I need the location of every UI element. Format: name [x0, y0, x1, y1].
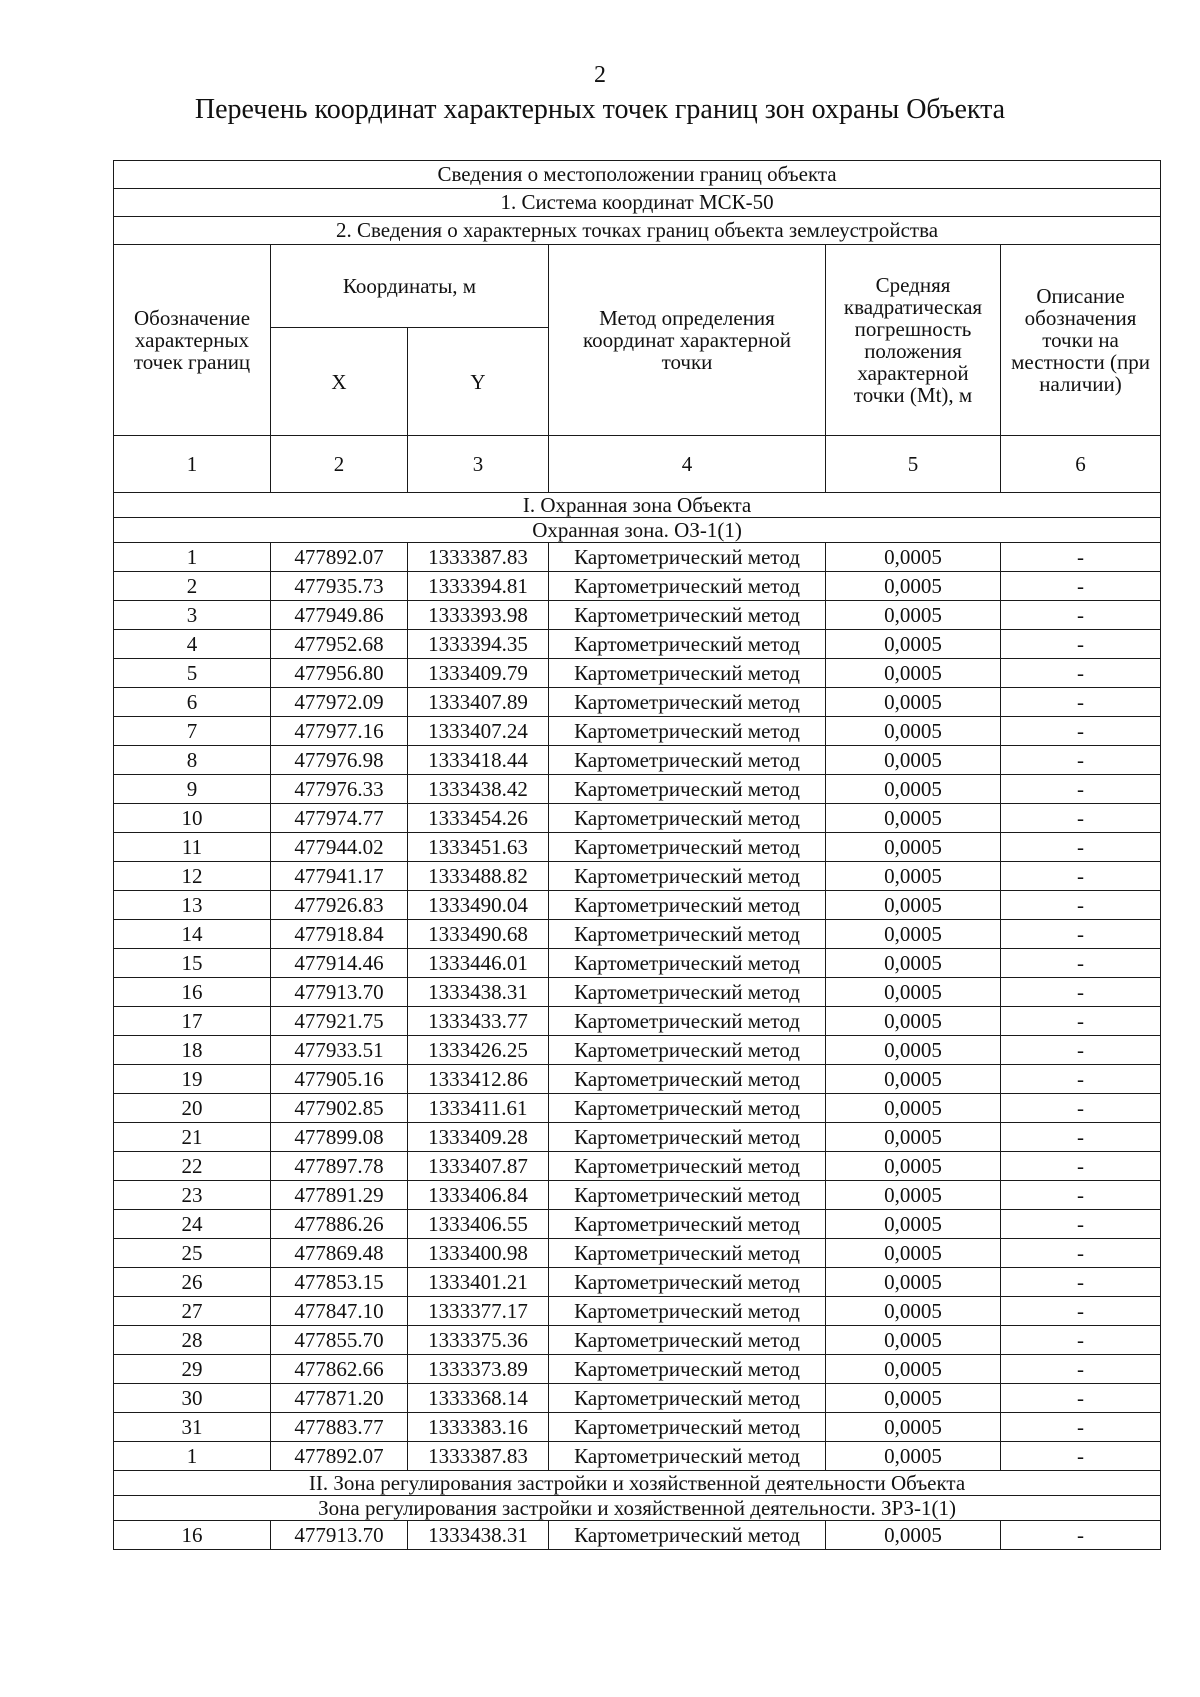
x-coordinate-cell: 477926.83 — [271, 891, 408, 920]
x-coordinate-cell: 477905.16 — [271, 1065, 408, 1094]
zone-section-heading: I. Охранная зона Объекта — [114, 493, 1161, 518]
x-coordinate-cell: 477913.70 — [271, 978, 408, 1007]
point-id-cell: 21 — [114, 1123, 271, 1152]
point-id-cell: 13 — [114, 891, 271, 920]
table-row — [114, 1239, 1161, 1268]
description-cell: - — [1001, 804, 1161, 833]
x-coordinate-cell: 477891.29 — [271, 1181, 408, 1210]
y-coordinate-cell: 1333383.16 — [408, 1413, 549, 1442]
description-cell: - — [1001, 775, 1161, 804]
table-row — [114, 1123, 1161, 1152]
point-id-cell: 16 — [114, 1521, 271, 1550]
table-row — [114, 978, 1161, 1007]
point-id-cell: 14 — [114, 920, 271, 949]
point-id-cell: 28 — [114, 1326, 271, 1355]
point-id-cell: 23 — [114, 1181, 271, 1210]
method-cell: Картометрический метод — [549, 601, 826, 630]
method-cell: Картометрический метод — [549, 949, 826, 978]
description-cell: - — [1001, 572, 1161, 601]
x-coordinate-cell: 477956.80 — [271, 659, 408, 688]
mean-error-cell: 0,0005 — [826, 1123, 1001, 1152]
table-row — [114, 572, 1161, 601]
point-id-cell: 9 — [114, 775, 271, 804]
y-coordinate-cell: 1333418.44 — [408, 746, 549, 775]
y-coordinate-cell: 1333488.82 — [408, 862, 549, 891]
header-method: Метод определения координат характерной точки — [549, 245, 826, 436]
mean-error-cell: 0,0005 — [826, 775, 1001, 804]
table-row — [114, 1326, 1161, 1355]
method-cell: Картометрический метод — [549, 659, 826, 688]
mean-error-cell: 0,0005 — [826, 804, 1001, 833]
point-id-cell: 15 — [114, 949, 271, 978]
mean-error-cell: 0,0005 — [826, 572, 1001, 601]
x-coordinate-cell: 477913.70 — [271, 1521, 408, 1550]
method-cell: Картометрический метод — [549, 1065, 826, 1094]
table-row — [114, 1210, 1161, 1239]
table-row — [114, 804, 1161, 833]
description-cell: - — [1001, 1326, 1161, 1355]
description-cell: - — [1001, 1521, 1161, 1550]
point-id-cell: 2 — [114, 572, 271, 601]
method-cell: Картометрический метод — [549, 1152, 826, 1181]
x-coordinate-cell: 477853.15 — [271, 1268, 408, 1297]
point-id-cell: 18 — [114, 1036, 271, 1065]
point-id-cell: 1 — [114, 1442, 271, 1471]
x-coordinate-cell: 477972.09 — [271, 688, 408, 717]
y-coordinate-cell: 1333490.04 — [408, 891, 549, 920]
table-band-coordinate-system: 1. Система координат МСК-50 — [114, 189, 1161, 217]
description-cell: - — [1001, 717, 1161, 746]
description-cell: - — [1001, 978, 1161, 1007]
mean-error-cell: 0,0005 — [826, 1355, 1001, 1384]
method-cell: Картометрический метод — [549, 1384, 826, 1413]
method-cell: Картометрический метод — [549, 978, 826, 1007]
point-id-cell: 8 — [114, 746, 271, 775]
mean-error-cell: 0,0005 — [826, 688, 1001, 717]
table-row — [114, 949, 1161, 978]
x-coordinate-cell: 477977.16 — [271, 717, 408, 746]
mean-error-cell: 0,0005 — [826, 1181, 1001, 1210]
page-title: Перечень координат характерных точек границ зон охраны Объекта — [194, 94, 1006, 125]
y-coordinate-cell: 1333373.89 — [408, 1355, 549, 1384]
y-coordinate-cell: 1333400.98 — [408, 1239, 549, 1268]
y-coordinate-cell: 1333407.24 — [408, 717, 549, 746]
mean-error-cell: 0,0005 — [826, 717, 1001, 746]
description-cell: - — [1001, 1239, 1161, 1268]
table-row — [114, 601, 1161, 630]
table-row — [114, 688, 1161, 717]
y-coordinate-cell: 1333406.84 — [408, 1181, 549, 1210]
y-coordinate-cell: 1333409.28 — [408, 1123, 549, 1152]
table-row — [114, 1355, 1161, 1384]
zone-section-heading: II. Зона регулирования застройки и хозяйственной деятельности Объекта — [114, 1471, 1161, 1496]
description-cell: - — [1001, 1094, 1161, 1123]
y-coordinate-cell: 1333409.79 — [408, 659, 549, 688]
y-coordinate-cell: 1333446.01 — [408, 949, 549, 978]
point-id-cell: 19 — [114, 1065, 271, 1094]
table-row — [114, 630, 1161, 659]
y-coordinate-cell: 1333406.55 — [408, 1210, 549, 1239]
column-number: 6 — [1001, 436, 1161, 493]
method-cell: Картометрический метод — [549, 804, 826, 833]
column-number: 2 — [271, 436, 408, 493]
column-number: 3 — [408, 436, 549, 493]
point-id-cell: 25 — [114, 1239, 271, 1268]
method-cell: Картометрический метод — [549, 833, 826, 862]
description-cell: - — [1001, 1181, 1161, 1210]
description-cell: - — [1001, 1355, 1161, 1384]
y-coordinate-cell: 1333377.17 — [408, 1297, 549, 1326]
point-id-cell: 22 — [114, 1152, 271, 1181]
mean-error-cell: 0,0005 — [826, 978, 1001, 1007]
method-cell: Картометрический метод — [549, 891, 826, 920]
method-cell: Картометрический метод — [549, 543, 826, 572]
table-row — [114, 1521, 1161, 1550]
y-coordinate-cell: 1333438.31 — [408, 1521, 549, 1550]
column-number: 5 — [826, 436, 1001, 493]
method-cell: Картометрический метод — [549, 630, 826, 659]
mean-error-cell: 0,0005 — [826, 746, 1001, 775]
mean-error-cell: 0,0005 — [826, 1413, 1001, 1442]
mean-error-cell: 0,0005 — [826, 833, 1001, 862]
description-cell: - — [1001, 891, 1161, 920]
point-id-cell: 7 — [114, 717, 271, 746]
y-coordinate-cell: 1333401.21 — [408, 1268, 549, 1297]
table-row — [114, 1036, 1161, 1065]
header-mean-error: Средняя квадратическая погрешность положения характерной точки (Mt), м — [826, 245, 1001, 436]
description-cell: - — [1001, 659, 1161, 688]
table-row — [114, 1181, 1161, 1210]
coordinates-table — [113, 160, 1161, 1550]
y-coordinate-cell: 1333411.61 — [408, 1094, 549, 1123]
method-cell: Картометрический метод — [549, 1036, 826, 1065]
description-cell: - — [1001, 630, 1161, 659]
method-cell: Картометрический метод — [549, 1355, 826, 1384]
point-id-cell: 11 — [114, 833, 271, 862]
x-coordinate-cell: 477892.07 — [271, 543, 408, 572]
y-coordinate-cell: 1333407.89 — [408, 688, 549, 717]
mean-error-cell: 0,0005 — [826, 1326, 1001, 1355]
point-id-cell: 4 — [114, 630, 271, 659]
mean-error-cell: 0,0005 — [826, 920, 1001, 949]
table-row — [114, 1007, 1161, 1036]
table-row — [114, 833, 1161, 862]
mean-error-cell: 0,0005 — [826, 1094, 1001, 1123]
y-coordinate-cell: 1333490.68 — [408, 920, 549, 949]
y-coordinate-cell: 1333438.31 — [408, 978, 549, 1007]
table-row — [114, 920, 1161, 949]
table-row — [114, 1297, 1161, 1326]
column-number: 4 — [549, 436, 826, 493]
method-cell: Картометрический метод — [549, 1413, 826, 1442]
method-cell: Картометрический метод — [549, 775, 826, 804]
header-y: Y — [408, 328, 549, 436]
mean-error-cell: 0,0005 — [826, 949, 1001, 978]
column-number: 1 — [114, 436, 271, 493]
y-coordinate-cell: 1333433.77 — [408, 1007, 549, 1036]
table-row — [114, 862, 1161, 891]
y-coordinate-cell: 1333387.83 — [408, 1442, 549, 1471]
x-coordinate-cell: 477944.02 — [271, 833, 408, 862]
point-id-cell: 31 — [114, 1413, 271, 1442]
mean-error-cell: 0,0005 — [826, 543, 1001, 572]
point-id-cell: 3 — [114, 601, 271, 630]
mean-error-cell: 0,0005 — [826, 1268, 1001, 1297]
y-coordinate-cell: 1333368.14 — [408, 1384, 549, 1413]
table-row — [114, 1065, 1161, 1094]
description-cell: - — [1001, 1384, 1161, 1413]
mean-error-cell: 0,0005 — [826, 1442, 1001, 1471]
method-cell: Картометрический метод — [549, 572, 826, 601]
point-id-cell: 30 — [114, 1384, 271, 1413]
x-coordinate-cell: 477886.26 — [271, 1210, 408, 1239]
x-coordinate-cell: 477941.17 — [271, 862, 408, 891]
point-id-cell: 24 — [114, 1210, 271, 1239]
table-row — [114, 1152, 1161, 1181]
method-cell: Картометрический метод — [549, 1297, 826, 1326]
header-coordinates: Координаты, м — [271, 245, 549, 328]
y-coordinate-cell: 1333387.83 — [408, 543, 549, 572]
mean-error-cell: 0,0005 — [826, 1036, 1001, 1065]
table-row — [114, 543, 1161, 572]
y-coordinate-cell: 1333451.63 — [408, 833, 549, 862]
description-cell: - — [1001, 1297, 1161, 1326]
method-cell: Картометрический метод — [549, 688, 826, 717]
point-id-cell: 26 — [114, 1268, 271, 1297]
description-cell: - — [1001, 862, 1161, 891]
table-row — [114, 717, 1161, 746]
method-cell: Картометрический метод — [549, 1007, 826, 1036]
description-cell: - — [1001, 949, 1161, 978]
method-cell: Картометрический метод — [549, 1123, 826, 1152]
point-id-cell: 29 — [114, 1355, 271, 1384]
table-band-location: Сведения о местоположении границ объекта — [114, 161, 1161, 189]
description-cell: - — [1001, 543, 1161, 572]
y-coordinate-cell: 1333438.42 — [408, 775, 549, 804]
table-row — [114, 1442, 1161, 1471]
description-cell: - — [1001, 1268, 1161, 1297]
point-id-cell: 20 — [114, 1094, 271, 1123]
method-cell: Картометрический метод — [549, 1442, 826, 1471]
mean-error-cell: 0,0005 — [826, 1384, 1001, 1413]
method-cell: Картометрический метод — [549, 862, 826, 891]
table-row — [114, 1094, 1161, 1123]
mean-error-cell: 0,0005 — [826, 1210, 1001, 1239]
y-coordinate-cell: 1333407.87 — [408, 1152, 549, 1181]
header-point-designation: Обозначение характерных точек границ — [114, 245, 271, 436]
x-coordinate-cell: 477855.70 — [271, 1326, 408, 1355]
description-cell: - — [1001, 1210, 1161, 1239]
method-cell: Картометрический метод — [549, 717, 826, 746]
x-coordinate-cell: 477897.78 — [271, 1152, 408, 1181]
method-cell: Картометрический метод — [549, 1239, 826, 1268]
y-coordinate-cell: 1333454.26 — [408, 804, 549, 833]
x-coordinate-cell: 477918.84 — [271, 920, 408, 949]
description-cell: - — [1001, 688, 1161, 717]
x-coordinate-cell: 477933.51 — [271, 1036, 408, 1065]
description-cell: - — [1001, 920, 1161, 949]
y-coordinate-cell: 1333394.35 — [408, 630, 549, 659]
description-cell: - — [1001, 1442, 1161, 1471]
table-row — [114, 891, 1161, 920]
method-cell: Картометрический метод — [549, 1210, 826, 1239]
method-cell: Картометрический метод — [549, 1094, 826, 1123]
method-cell: Картометрический метод — [549, 1181, 826, 1210]
zone-subsection-heading: Охранная зона. ОЗ-1(1) — [114, 518, 1161, 543]
x-coordinate-cell: 477935.73 — [271, 572, 408, 601]
point-id-cell: 12 — [114, 862, 271, 891]
y-coordinate-cell: 1333426.25 — [408, 1036, 549, 1065]
table-row — [114, 775, 1161, 804]
zone-subsection-heading: Зона регулирования застройки и хозяйственной деятельности. ЗРЗ-1(1) — [114, 1496, 1161, 1521]
mean-error-cell: 0,0005 — [826, 630, 1001, 659]
description-cell: - — [1001, 1065, 1161, 1094]
header-x: X — [271, 328, 408, 436]
header-description: Описание обозначения точки на местности (при наличии) — [1001, 245, 1161, 436]
table-row — [114, 659, 1161, 688]
table-row — [114, 1413, 1161, 1442]
x-coordinate-cell: 477952.68 — [271, 630, 408, 659]
method-cell: Картометрический метод — [549, 920, 826, 949]
method-cell: Картометрический метод — [549, 1521, 826, 1550]
x-coordinate-cell: 477892.07 — [271, 1442, 408, 1471]
y-coordinate-cell: 1333394.81 — [408, 572, 549, 601]
point-id-cell: 5 — [114, 659, 271, 688]
mean-error-cell: 0,0005 — [826, 1065, 1001, 1094]
point-id-cell: 17 — [114, 1007, 271, 1036]
page-number: 2 — [594, 62, 606, 88]
description-cell: - — [1001, 601, 1161, 630]
point-id-cell: 1 — [114, 543, 271, 572]
mean-error-cell: 0,0005 — [826, 1521, 1001, 1550]
mean-error-cell: 0,0005 — [826, 1297, 1001, 1326]
x-coordinate-cell: 477976.98 — [271, 746, 408, 775]
mean-error-cell: 0,0005 — [826, 601, 1001, 630]
x-coordinate-cell: 477869.48 — [271, 1239, 408, 1268]
description-cell: - — [1001, 1036, 1161, 1065]
x-coordinate-cell: 477883.77 — [271, 1413, 408, 1442]
x-coordinate-cell: 477899.08 — [271, 1123, 408, 1152]
x-coordinate-cell: 477847.10 — [271, 1297, 408, 1326]
x-coordinate-cell: 477949.86 — [271, 601, 408, 630]
point-id-cell: 10 — [114, 804, 271, 833]
mean-error-cell: 0,0005 — [826, 862, 1001, 891]
mean-error-cell: 0,0005 — [826, 1239, 1001, 1268]
y-coordinate-cell: 1333393.98 — [408, 601, 549, 630]
method-cell: Картометрический метод — [549, 746, 826, 775]
point-id-cell: 27 — [114, 1297, 271, 1326]
mean-error-cell: 0,0005 — [826, 1007, 1001, 1036]
x-coordinate-cell: 477914.46 — [271, 949, 408, 978]
y-coordinate-cell: 1333412.86 — [408, 1065, 549, 1094]
x-coordinate-cell: 477921.75 — [271, 1007, 408, 1036]
y-coordinate-cell: 1333375.36 — [408, 1326, 549, 1355]
description-cell: - — [1001, 833, 1161, 862]
description-cell: - — [1001, 746, 1161, 775]
method-cell: Картометрический метод — [549, 1326, 826, 1355]
point-id-cell: 6 — [114, 688, 271, 717]
method-cell: Картометрический метод — [549, 1268, 826, 1297]
x-coordinate-cell: 477871.20 — [271, 1384, 408, 1413]
table-row — [114, 1268, 1161, 1297]
point-id-cell: 16 — [114, 978, 271, 1007]
description-cell: - — [1001, 1007, 1161, 1036]
mean-error-cell: 0,0005 — [826, 1152, 1001, 1181]
table-row — [114, 1384, 1161, 1413]
x-coordinate-cell: 477862.66 — [271, 1355, 408, 1384]
description-cell: - — [1001, 1152, 1161, 1181]
description-cell: - — [1001, 1413, 1161, 1442]
table-band-points-info: 2. Сведения о характерных точках границ объекта землеустройства — [114, 217, 1161, 245]
mean-error-cell: 0,0005 — [826, 659, 1001, 688]
table-row — [114, 746, 1161, 775]
x-coordinate-cell: 477976.33 — [271, 775, 408, 804]
mean-error-cell: 0,0005 — [826, 891, 1001, 920]
description-cell: - — [1001, 1123, 1161, 1152]
x-coordinate-cell: 477974.77 — [271, 804, 408, 833]
x-coordinate-cell: 477902.85 — [271, 1094, 408, 1123]
